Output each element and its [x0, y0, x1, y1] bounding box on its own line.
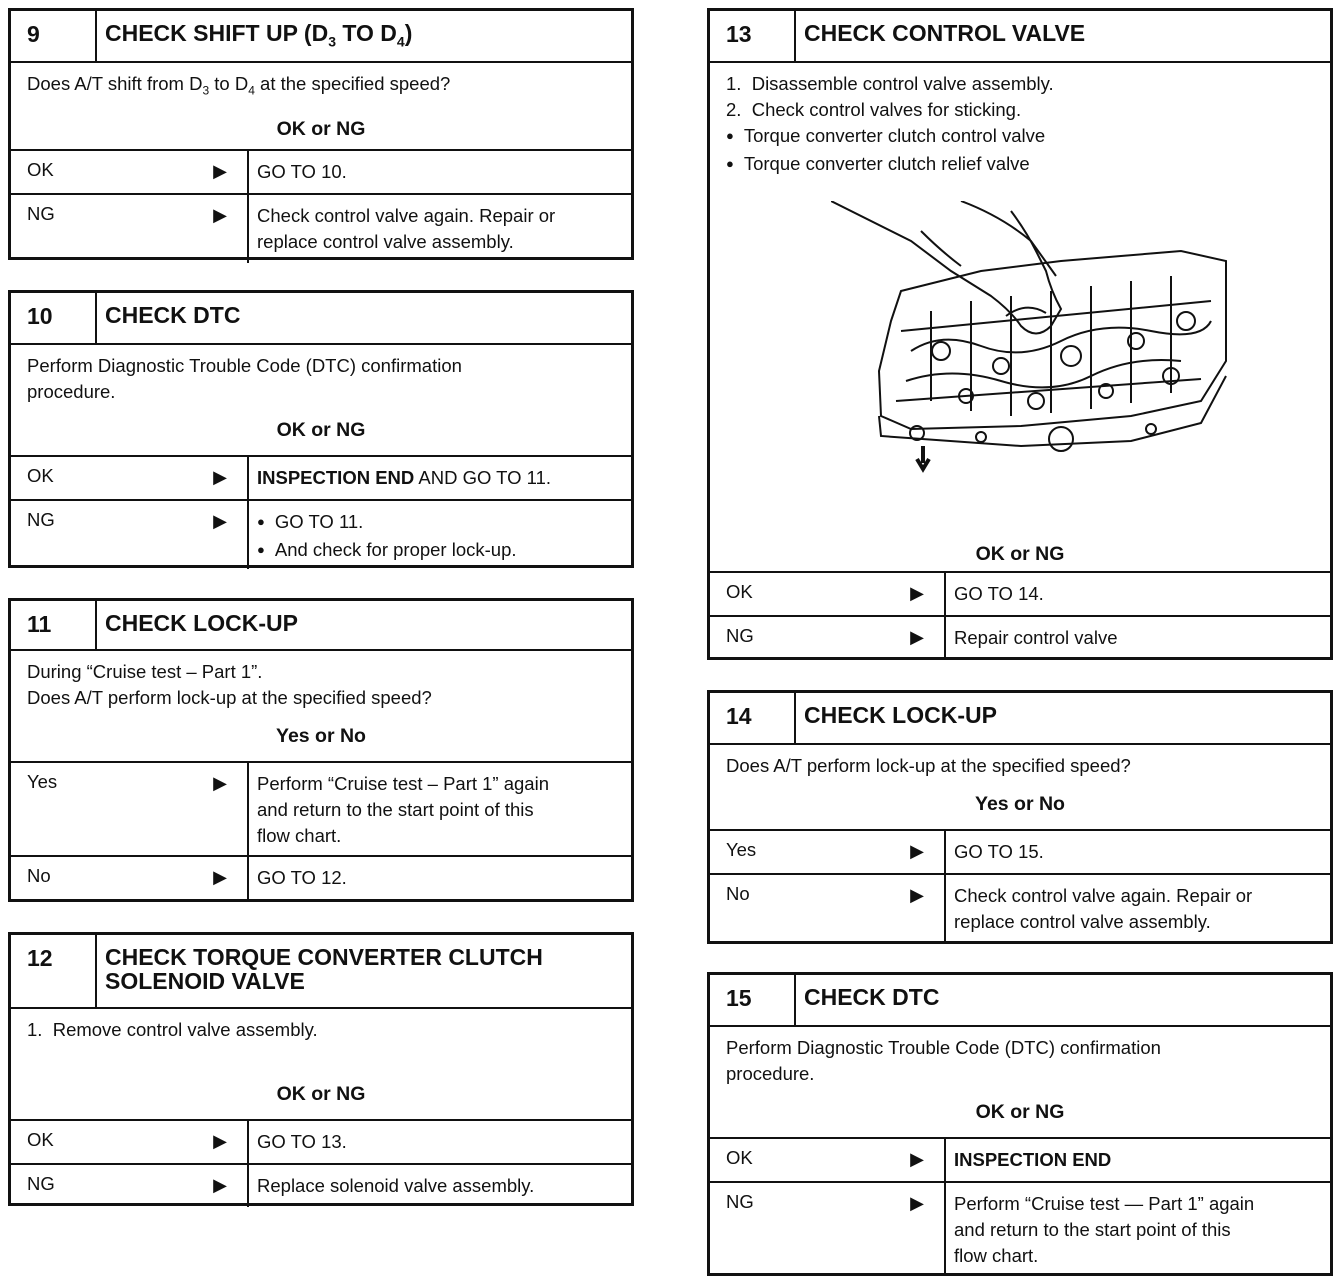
step-15-box [707, 972, 1333, 1276]
step-body [710, 63, 1330, 571]
action-line: flow chart. [257, 825, 342, 846]
row-label [710, 875, 946, 941]
title-line: CHECK TORQUE CONVERTER CLUTCH [105, 944, 543, 970]
row-label-text: Yes [726, 839, 757, 860]
row-action: GO TO 15. [954, 841, 1044, 862]
step-number: 15 [710, 975, 796, 1025]
question-label: OK or NG [276, 117, 366, 140]
step-10-box [8, 290, 634, 568]
row-label-text: NG [726, 1191, 754, 1212]
row-label-text: NG [27, 509, 55, 530]
result-row-yes [11, 761, 631, 855]
step-11-box [8, 598, 634, 902]
play-arrow-icon: ▶ [910, 1149, 924, 1169]
body-line: 2. Check control valves for sticking. [726, 99, 1022, 120]
step-header [11, 601, 631, 651]
result-row-ok [710, 1137, 1330, 1181]
result-row-ng [11, 193, 631, 263]
result-row-ok [710, 571, 1330, 615]
question-label: OK or NG [276, 419, 366, 441]
action-bullet: ● And check for proper lock-up. [257, 537, 621, 565]
step-14-box [707, 690, 1333, 944]
row-label-text: Yes [27, 771, 58, 792]
result-row-no [11, 855, 631, 899]
body-line: Does A/T perform lock-up at the specified speed? [27, 687, 432, 708]
action-line: and return to the start point of this [257, 799, 534, 820]
action-line: replace control valve assembly. [954, 911, 1211, 932]
play-arrow-icon: ▶ [213, 205, 227, 225]
row-label-text: OK [726, 581, 753, 602]
row-action: INSPECTION END [954, 1149, 1112, 1170]
row-action [249, 195, 631, 263]
step-body [710, 1027, 1330, 1137]
row-label [710, 831, 946, 873]
result-row-ok [11, 1119, 631, 1163]
question-label: Yes or No [975, 793, 1065, 815]
step-title: CHECK LOCK-UP [804, 702, 997, 728]
body-line: procedure. [27, 381, 116, 402]
action-line: Check control valve again. Repair or [954, 885, 1253, 906]
row-label-text: OK [27, 1129, 54, 1150]
row-action: GO TO 13. [257, 1131, 347, 1152]
body-line: During “Cruise test – Part 1”. [27, 661, 263, 682]
play-arrow-icon: ▶ [910, 583, 924, 603]
question-label: OK or NG [975, 543, 1065, 565]
step-body [11, 63, 631, 149]
action-line: and return to the start point of this [954, 1219, 1231, 1240]
row-label [11, 1121, 249, 1163]
step-13-box [707, 8, 1333, 660]
action-bold: INSPECTION END [257, 467, 415, 488]
step-title: CHECK DTC [105, 302, 241, 328]
row-label [11, 857, 249, 899]
body-line: 1. Remove control valve assembly. [27, 1019, 318, 1040]
row-action: GO TO 10. [257, 161, 347, 182]
row-action [946, 875, 1330, 941]
row-action [946, 1183, 1330, 1273]
step-number: 12 [11, 935, 97, 1007]
row-label-text: NG [27, 203, 55, 224]
row-label-text: OK [27, 159, 54, 180]
row-label [11, 1165, 249, 1207]
row-action: GO TO 12. [257, 867, 347, 888]
step-number: 9 [11, 11, 97, 61]
row-label [11, 457, 249, 499]
row-label-text: No [27, 865, 51, 886]
step-12-box [8, 932, 634, 1206]
body-bullet: ● Torque converter clutch relief valve [726, 151, 1314, 179]
body-line: procedure. [726, 1063, 815, 1084]
action-bullet: ● GO TO 11. [257, 509, 621, 537]
question-label: OK or NG [276, 1083, 366, 1105]
result-row-ng [11, 1163, 631, 1207]
step-number: 10 [11, 293, 97, 343]
result-row-ng [710, 615, 1330, 659]
row-label-text: OK [27, 465, 54, 486]
action-line: Check control valve again. Repair or [257, 205, 556, 226]
result-row-ok [11, 149, 631, 193]
play-arrow-icon: ▶ [910, 885, 924, 905]
row-action: GO TO 14. [954, 583, 1044, 604]
play-arrow-icon: ▶ [213, 1131, 227, 1151]
row-label [11, 763, 249, 855]
play-arrow-icon: ▶ [213, 511, 227, 531]
step-body [11, 1009, 631, 1119]
body-line: Does A/T shift from $D_3$ to $D_4$ at the specified speed? [27, 73, 451, 98]
body-line: Does A/T perform lock-up at the specified speed? [726, 755, 1131, 776]
step-title: CHECK LOCK-UP [105, 610, 298, 636]
step-number: 13 [710, 11, 796, 61]
row-label [710, 1183, 946, 1273]
play-arrow-icon: ▶ [213, 161, 227, 181]
action-line: Perform “Cruise test — Part 1” again [954, 1193, 1255, 1214]
step-header [11, 293, 631, 345]
action-line: replace control valve assembly. [257, 231, 514, 252]
body-line: 1. Disassemble control valve assembly. [726, 73, 1054, 94]
play-arrow-icon: ▶ [213, 1175, 227, 1195]
row-label-text: No [726, 883, 750, 904]
row-label-text: OK [726, 1147, 753, 1168]
body-bullet: ● Torque converter clutch control valve [726, 123, 1314, 151]
action-rest: AND GO TO 11. [414, 467, 552, 488]
row-label [710, 617, 946, 659]
row-label-text: NG [726, 625, 754, 646]
action-line: Perform “Cruise test – Part 1” again [257, 773, 549, 794]
play-arrow-icon: ▶ [910, 841, 924, 861]
step-number: 14 [710, 693, 796, 743]
result-row-no [710, 873, 1330, 941]
row-label [11, 151, 249, 193]
action-line: flow chart. [954, 1245, 1039, 1266]
step-title [97, 935, 631, 1007]
step-title: CHECK CONTROL VALVE [804, 20, 1086, 46]
row-label [11, 501, 249, 569]
play-arrow-icon: ▶ [910, 627, 924, 647]
question-label: OK or NG [975, 1101, 1065, 1123]
step-9-box [8, 8, 634, 260]
body-line: Perform Diagnostic Trouble Code (DTC) confirmation [726, 1037, 1161, 1058]
row-action [249, 457, 631, 499]
step-header [710, 11, 1330, 63]
play-arrow-icon: ▶ [213, 773, 227, 793]
control-valve-drawing [831, 201, 1231, 501]
play-arrow-icon: ▶ [213, 467, 227, 487]
step-title: CHECK SHIFT UP ($D_3$ TO $D_4$) [105, 20, 413, 50]
step-header [710, 693, 1330, 745]
row-label [710, 573, 946, 615]
step-body [710, 745, 1330, 829]
row-action [249, 763, 631, 855]
step-body [11, 345, 631, 455]
body-line: Perform Diagnostic Trouble Code (DTC) confirmation [27, 355, 462, 376]
row-action [249, 501, 631, 569]
row-label [11, 195, 249, 263]
step-number: 11 [11, 601, 97, 649]
title-line: SOLENOID VALVE [105, 968, 305, 994]
result-row-yes [710, 829, 1330, 873]
control-valve-illustration [726, 179, 1314, 545]
result-row-ng [11, 499, 631, 569]
play-arrow-icon: ▶ [910, 1193, 924, 1213]
row-action: Repair control valve [954, 627, 1118, 648]
play-arrow-icon: ▶ [213, 867, 227, 887]
row-label [710, 1139, 946, 1181]
question-label: Yes or No [276, 725, 366, 747]
row-action: Replace solenoid valve assembly. [257, 1175, 535, 1196]
step-body [11, 651, 631, 761]
step-header [710, 975, 1330, 1027]
step-header [11, 935, 631, 1009]
result-row-ok [11, 455, 631, 499]
row-label-text: NG [27, 1173, 55, 1194]
result-row-ng [710, 1181, 1330, 1273]
step-title: CHECK DTC [804, 984, 940, 1010]
step-header [11, 11, 631, 63]
